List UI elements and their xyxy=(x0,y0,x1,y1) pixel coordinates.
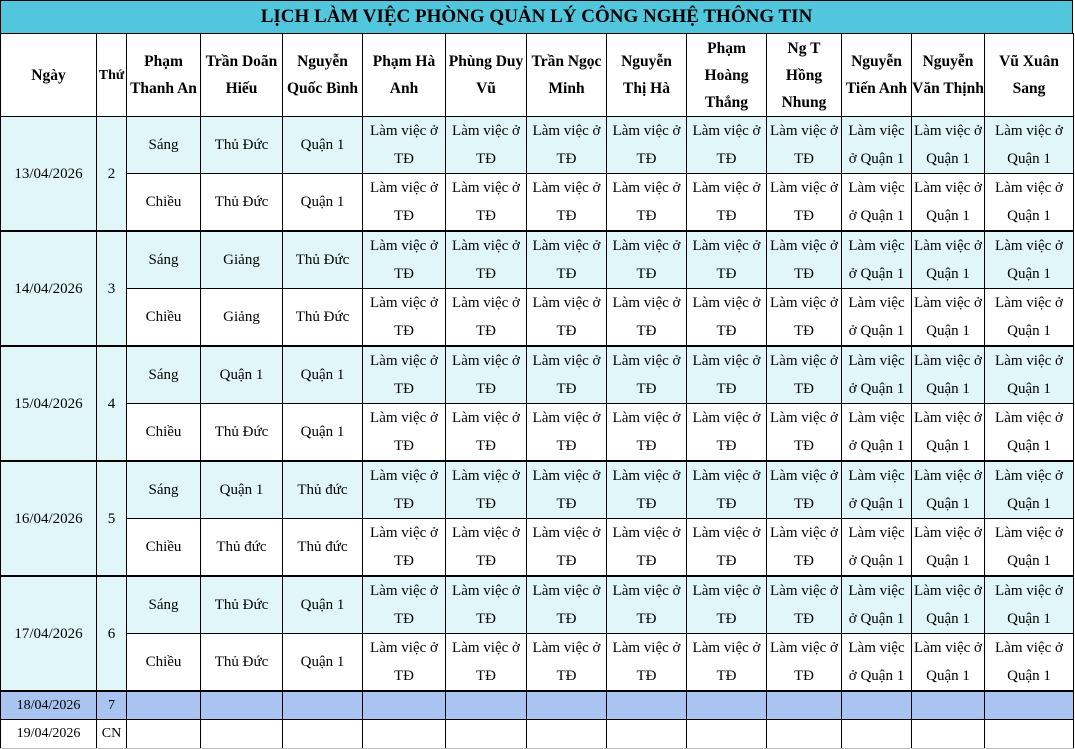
empty-cell[interactable] xyxy=(842,691,912,720)
assignment-cell[interactable]: Làm việc ở TĐ xyxy=(363,634,446,692)
session-cell[interactable]: Sáng xyxy=(127,231,201,289)
header-person[interactable]: Nguyễn Văn Thịnh xyxy=(912,34,985,117)
assignment-cell[interactable]: Làm việc ở TĐ xyxy=(363,461,446,519)
empty-cell[interactable] xyxy=(842,720,912,749)
assignment-cell[interactable]: Thủ đức xyxy=(201,519,283,577)
date-cell[interactable]: 17/04/2026 xyxy=(1,576,97,691)
header-thu[interactable]: Thứ xyxy=(97,34,127,117)
header-row xyxy=(1,34,1074,117)
assignment-cell[interactable]: Làm việc ở TĐ xyxy=(446,117,527,174)
assignment-cell[interactable]: Làm việc ở Quận 1 xyxy=(985,461,1074,519)
assignment-cell[interactable]: Làm việc ở TĐ xyxy=(607,174,687,232)
empty-cell[interactable] xyxy=(607,720,687,749)
header-person[interactable]: Trần Doãn Hiếu xyxy=(201,34,283,117)
empty-cell[interactable] xyxy=(985,691,1074,720)
assignment-cell[interactable]: Làm việc ở Quận 1 xyxy=(912,117,985,174)
assignment-cell[interactable]: Làm việc ở TĐ xyxy=(527,117,607,174)
assignment-cell[interactable]: Làm việc ở TĐ xyxy=(527,404,607,462)
schedule-row xyxy=(1,117,1074,174)
assignment-cell[interactable]: Làm việc ở Quận 1 xyxy=(985,174,1074,232)
assignment-cell[interactable]: Làm việc ở TĐ xyxy=(687,404,767,462)
weekday-cell[interactable]: 4 xyxy=(97,346,127,461)
header-person[interactable]: Nguyễn Quốc Bình xyxy=(283,34,363,117)
session-cell[interactable]: Sáng xyxy=(127,461,201,519)
assignment-cell[interactable]: Làm việc ở TĐ xyxy=(446,634,527,692)
assignment-cell[interactable]: Làm việc ở TĐ xyxy=(687,346,767,404)
schedule-row xyxy=(1,461,1074,519)
assignment-cell[interactable]: Làm việc ở TĐ xyxy=(363,404,446,462)
assignment-cell[interactable]: Làm việc ở TĐ xyxy=(687,174,767,232)
assignment-cell[interactable]: Quận 1 xyxy=(201,461,283,519)
assignment-cell[interactable]: Quận 1 xyxy=(283,634,363,692)
assignment-cell[interactable]: Làm việc ở TĐ xyxy=(527,519,607,577)
assignment-cell[interactable]: Làm việc ở TĐ xyxy=(363,576,446,634)
assignment-cell[interactable]: Làm việc ở TĐ xyxy=(607,117,687,174)
assignment-cell[interactable]: Làm việc ở TĐ xyxy=(607,461,687,519)
weekday-cell[interactable]: 3 xyxy=(97,231,127,346)
assignment-cell[interactable]: Làm việc ở TĐ xyxy=(446,289,527,347)
assignment-cell[interactable]: Làm việc ở Quận 1 xyxy=(912,576,985,634)
session-cell[interactable]: Sáng xyxy=(127,346,201,404)
empty-cell[interactable] xyxy=(127,691,201,720)
header-person[interactable]: Nguyễn Thị Hà xyxy=(607,34,687,117)
schedule-table xyxy=(0,33,1074,749)
assignment-cell[interactable]: Làm việc ở TĐ xyxy=(767,117,842,174)
assignment-cell[interactable]: Làm việc ở Quận 1 xyxy=(912,346,985,404)
schedule-row xyxy=(1,404,1074,462)
assignment-cell[interactable]: Làm việc ở TĐ xyxy=(446,519,527,577)
assignment-cell[interactable]: Làm việc ở TĐ xyxy=(446,404,527,462)
empty-cell[interactable] xyxy=(687,691,767,720)
weekday-cell[interactable]: 5 xyxy=(97,461,127,576)
header-person[interactable]: Nguyễn Tiến Anh xyxy=(842,34,912,117)
assignment-cell[interactable]: Làm việc ở Quận 1 xyxy=(985,346,1074,404)
assignment-cell[interactable]: Thủ Đức xyxy=(283,289,363,347)
assignment-cell[interactable]: Làm việc ở Quận 1 xyxy=(985,634,1074,692)
assignment-cell[interactable]: Làm việc ở TĐ xyxy=(687,117,767,174)
session-cell[interactable]: Chiều xyxy=(127,634,201,692)
assignment-cell[interactable]: Làm việc ở Quận 1 xyxy=(912,289,985,347)
session-cell[interactable]: Chiều xyxy=(127,174,201,232)
assignment-cell[interactable]: Làm việc ở TĐ xyxy=(527,231,607,289)
assignment-cell[interactable]: Làm việc ở TĐ xyxy=(767,231,842,289)
assignment-cell[interactable]: Làm việc ở Quận 1 xyxy=(912,634,985,692)
assignment-cell[interactable]: Làm việc ở TĐ xyxy=(527,346,607,404)
empty-cell[interactable] xyxy=(985,720,1074,749)
assignment-cell[interactable]: Làm việc ở TĐ xyxy=(363,289,446,347)
empty-cell[interactable] xyxy=(446,691,527,720)
assignment-cell[interactable]: Làm việc ở TĐ xyxy=(767,576,842,634)
empty-cell[interactable] xyxy=(201,720,283,749)
assignment-cell[interactable]: Làm việc ở Quận 1 xyxy=(985,117,1074,174)
header-person[interactable]: Phạm Thanh An xyxy=(127,34,201,117)
assignment-cell[interactable]: Thủ đức xyxy=(283,519,363,577)
empty-cell[interactable] xyxy=(283,720,363,749)
assignment-cell[interactable]: Làm việc ở TĐ xyxy=(446,461,527,519)
session-cell[interactable]: Chiều xyxy=(127,519,201,577)
assignment-cell[interactable]: Làm việc ở Quận 1 xyxy=(842,634,912,692)
schedule-row xyxy=(1,634,1074,692)
assignment-cell[interactable]: Làm việc ở TĐ xyxy=(767,289,842,347)
schedule-row xyxy=(1,346,1074,404)
schedule-row xyxy=(1,576,1074,634)
assignment-cell[interactable]: Làm việc ở TĐ xyxy=(687,634,767,692)
empty-cell[interactable] xyxy=(446,720,527,749)
session-cell[interactable]: Chiều xyxy=(127,404,201,462)
assignment-cell[interactable]: Quận 1 xyxy=(283,404,363,462)
empty-cell[interactable] xyxy=(767,720,842,749)
assignment-cell[interactable]: Làm việc ở TĐ xyxy=(527,174,607,232)
assignment-cell[interactable]: Làm việc ở Quận 1 xyxy=(985,519,1074,577)
assignment-cell[interactable]: Làm việc ở TĐ xyxy=(767,461,842,519)
assignment-cell[interactable]: Thủ Đức xyxy=(201,174,283,232)
schedule-row xyxy=(1,174,1074,232)
empty-cell[interactable] xyxy=(527,691,607,720)
assignment-cell[interactable]: Quận 1 xyxy=(283,174,363,232)
assignment-cell[interactable]: Làm việc ở Quận 1 xyxy=(985,231,1074,289)
empty-cell[interactable] xyxy=(767,691,842,720)
assignment-cell[interactable]: Thủ đức xyxy=(283,461,363,519)
assignment-cell[interactable]: Làm việc ở TĐ xyxy=(687,289,767,347)
empty-cell[interactable] xyxy=(127,720,201,749)
assignment-cell[interactable]: Làm việc ở TĐ xyxy=(446,346,527,404)
header-ngay[interactable]: Ngày xyxy=(1,34,97,117)
assignment-cell[interactable]: Giảng xyxy=(201,231,283,289)
weekday-cell[interactable]: 6 xyxy=(97,576,127,691)
weekend-row xyxy=(1,720,1074,749)
assignment-cell[interactable]: Làm việc ở Quận 1 xyxy=(842,519,912,577)
assignment-cell[interactable]: Làm việc ở Quận 1 xyxy=(842,576,912,634)
header-person[interactable]: Vũ Xuân Sang xyxy=(985,34,1074,117)
schedule-row xyxy=(1,289,1074,347)
empty-cell[interactable] xyxy=(363,720,446,749)
assignment-cell[interactable]: Quận 1 xyxy=(283,346,363,404)
empty-cell[interactable] xyxy=(283,691,363,720)
date-cell[interactable]: 14/04/2026 xyxy=(1,231,97,346)
empty-cell[interactable] xyxy=(607,691,687,720)
assignment-cell[interactable]: Làm việc ở TĐ xyxy=(446,174,527,232)
date-cell[interactable]: 18/04/2026 xyxy=(1,691,97,720)
assignment-cell[interactable]: Làm việc ở TĐ xyxy=(527,461,607,519)
date-cell[interactable]: 15/04/2026 xyxy=(1,346,97,461)
session-cell[interactable]: Sáng xyxy=(127,576,201,634)
assignment-cell[interactable]: Làm việc ở TĐ xyxy=(687,576,767,634)
assignment-cell[interactable]: Làm việc ở TĐ xyxy=(607,231,687,289)
assignment-cell[interactable]: Thủ Đức xyxy=(201,634,283,692)
date-cell[interactable]: 19/04/2026 xyxy=(1,720,97,749)
assignment-cell[interactable]: Làm việc ở TĐ xyxy=(687,231,767,289)
date-cell[interactable]: 13/04/2026 xyxy=(1,117,97,232)
assignment-cell[interactable]: Làm việc ở Quận 1 xyxy=(912,231,985,289)
session-cell[interactable]: Sáng xyxy=(127,117,201,174)
sheet-title: LỊCH LÀM VIỆC PHÒNG QUẢN LÝ CÔNG NGHỆ THÔNG TIN xyxy=(0,0,1073,33)
assignment-cell[interactable]: Làm việc ở Quận 1 xyxy=(912,519,985,577)
assignment-cell[interactable]: Làm việc ở TĐ xyxy=(687,461,767,519)
assignment-cell[interactable]: Thủ Đức xyxy=(283,231,363,289)
assignment-cell[interactable]: Làm việc ở Quận 1 xyxy=(842,461,912,519)
assignment-cell[interactable]: Làm việc ở TĐ xyxy=(446,231,527,289)
assignment-cell[interactable]: Làm việc ở TĐ xyxy=(687,519,767,577)
assignment-cell[interactable]: Làm việc ở Quận 1 xyxy=(842,231,912,289)
assignment-cell[interactable]: Làm việc ở TĐ xyxy=(363,519,446,577)
assignment-cell[interactable]: Làm việc ở TĐ xyxy=(527,634,607,692)
assignment-cell[interactable]: Làm việc ở Quận 1 xyxy=(842,346,912,404)
assignment-cell[interactable]: Làm việc ở TĐ xyxy=(767,174,842,232)
weekend-row xyxy=(1,691,1074,720)
assignment-cell[interactable]: Làm việc ở TĐ xyxy=(363,174,446,232)
assignment-cell[interactable]: Làm việc ở TĐ xyxy=(767,634,842,692)
assignment-cell[interactable]: Làm việc ở Quận 1 xyxy=(912,174,985,232)
assignment-cell[interactable]: Làm việc ở Quận 1 xyxy=(985,576,1074,634)
empty-cell[interactable] xyxy=(201,691,283,720)
weekday-cell[interactable]: 2 xyxy=(97,117,127,232)
date-cell[interactable]: 16/04/2026 xyxy=(1,461,97,576)
assignment-cell[interactable]: Làm việc ở Quận 1 xyxy=(985,404,1074,462)
assignment-cell[interactable]: Làm việc ở TĐ xyxy=(767,346,842,404)
assignment-cell[interactable]: Làm việc ở TĐ xyxy=(767,404,842,462)
schedule-row xyxy=(1,519,1074,577)
header-person[interactable]: Ng T Hồng Nhung xyxy=(767,34,842,117)
assignment-cell[interactable]: Làm việc ở Quận 1 xyxy=(842,117,912,174)
assignment-cell[interactable]: Quận 1 xyxy=(283,117,363,174)
assignment-cell[interactable]: Làm việc ở TĐ xyxy=(607,346,687,404)
assignment-cell[interactable]: Làm việc ở Quận 1 xyxy=(912,461,985,519)
assignment-cell[interactable]: Giảng xyxy=(201,289,283,347)
schedule-body xyxy=(1,117,1074,749)
assignment-cell[interactable]: Làm việc ở TĐ xyxy=(607,289,687,347)
assignment-cell[interactable]: Làm việc ở Quận 1 xyxy=(912,404,985,462)
assignment-cell[interactable]: Làm việc ở TĐ xyxy=(363,346,446,404)
assignment-cell[interactable]: Làm việc ở TĐ xyxy=(527,289,607,347)
header-person[interactable]: Trần Ngọc Minh xyxy=(527,34,607,117)
assignment-cell[interactable]: Làm việc ở TĐ xyxy=(363,231,446,289)
assignment-cell[interactable]: Làm việc ở TĐ xyxy=(363,117,446,174)
assignment-cell[interactable]: Làm việc ở TĐ xyxy=(607,634,687,692)
assignment-cell[interactable]: Làm việc ở TĐ xyxy=(767,519,842,577)
assignment-cell[interactable]: Làm việc ở TĐ xyxy=(607,404,687,462)
weekday-cell[interactable]: CN xyxy=(97,720,127,749)
assignment-cell[interactable]: Làm việc ở Quận 1 xyxy=(842,404,912,462)
assignment-cell[interactable]: Làm việc ở TĐ xyxy=(607,576,687,634)
assignment-cell[interactable]: Thủ Đức xyxy=(201,404,283,462)
session-cell[interactable]: Chiều xyxy=(127,289,201,347)
empty-cell[interactable] xyxy=(912,720,985,749)
assignment-cell[interactable]: Quận 1 xyxy=(283,576,363,634)
header-person[interactable]: Phùng Duy Vũ xyxy=(446,34,527,117)
empty-cell[interactable] xyxy=(363,691,446,720)
assignment-cell[interactable]: Thủ Đức xyxy=(201,576,283,634)
schedule-row xyxy=(1,231,1074,289)
assignment-cell[interactable]: Làm việc ở TĐ xyxy=(527,576,607,634)
header-person[interactable]: Phạm Hà Anh xyxy=(363,34,446,117)
assignment-cell[interactable]: Làm việc ở Quận 1 xyxy=(842,174,912,232)
weekday-cell[interactable]: 7 xyxy=(97,691,127,720)
header-person[interactable]: Phạm Hoàng Thắng xyxy=(687,34,767,117)
assignment-cell[interactable]: Làm việc ở Quận 1 xyxy=(985,289,1074,347)
empty-cell[interactable] xyxy=(912,691,985,720)
empty-cell[interactable] xyxy=(527,720,607,749)
empty-cell[interactable] xyxy=(687,720,767,749)
assignment-cell[interactable]: Thủ Đức xyxy=(201,117,283,174)
assignment-cell[interactable]: Làm việc ở Quận 1 xyxy=(842,289,912,347)
assignment-cell[interactable]: Làm việc ở TĐ xyxy=(446,576,527,634)
assignment-cell[interactable]: Làm việc ở TĐ xyxy=(607,519,687,577)
assignment-cell[interactable]: Quận 1 xyxy=(201,346,283,404)
